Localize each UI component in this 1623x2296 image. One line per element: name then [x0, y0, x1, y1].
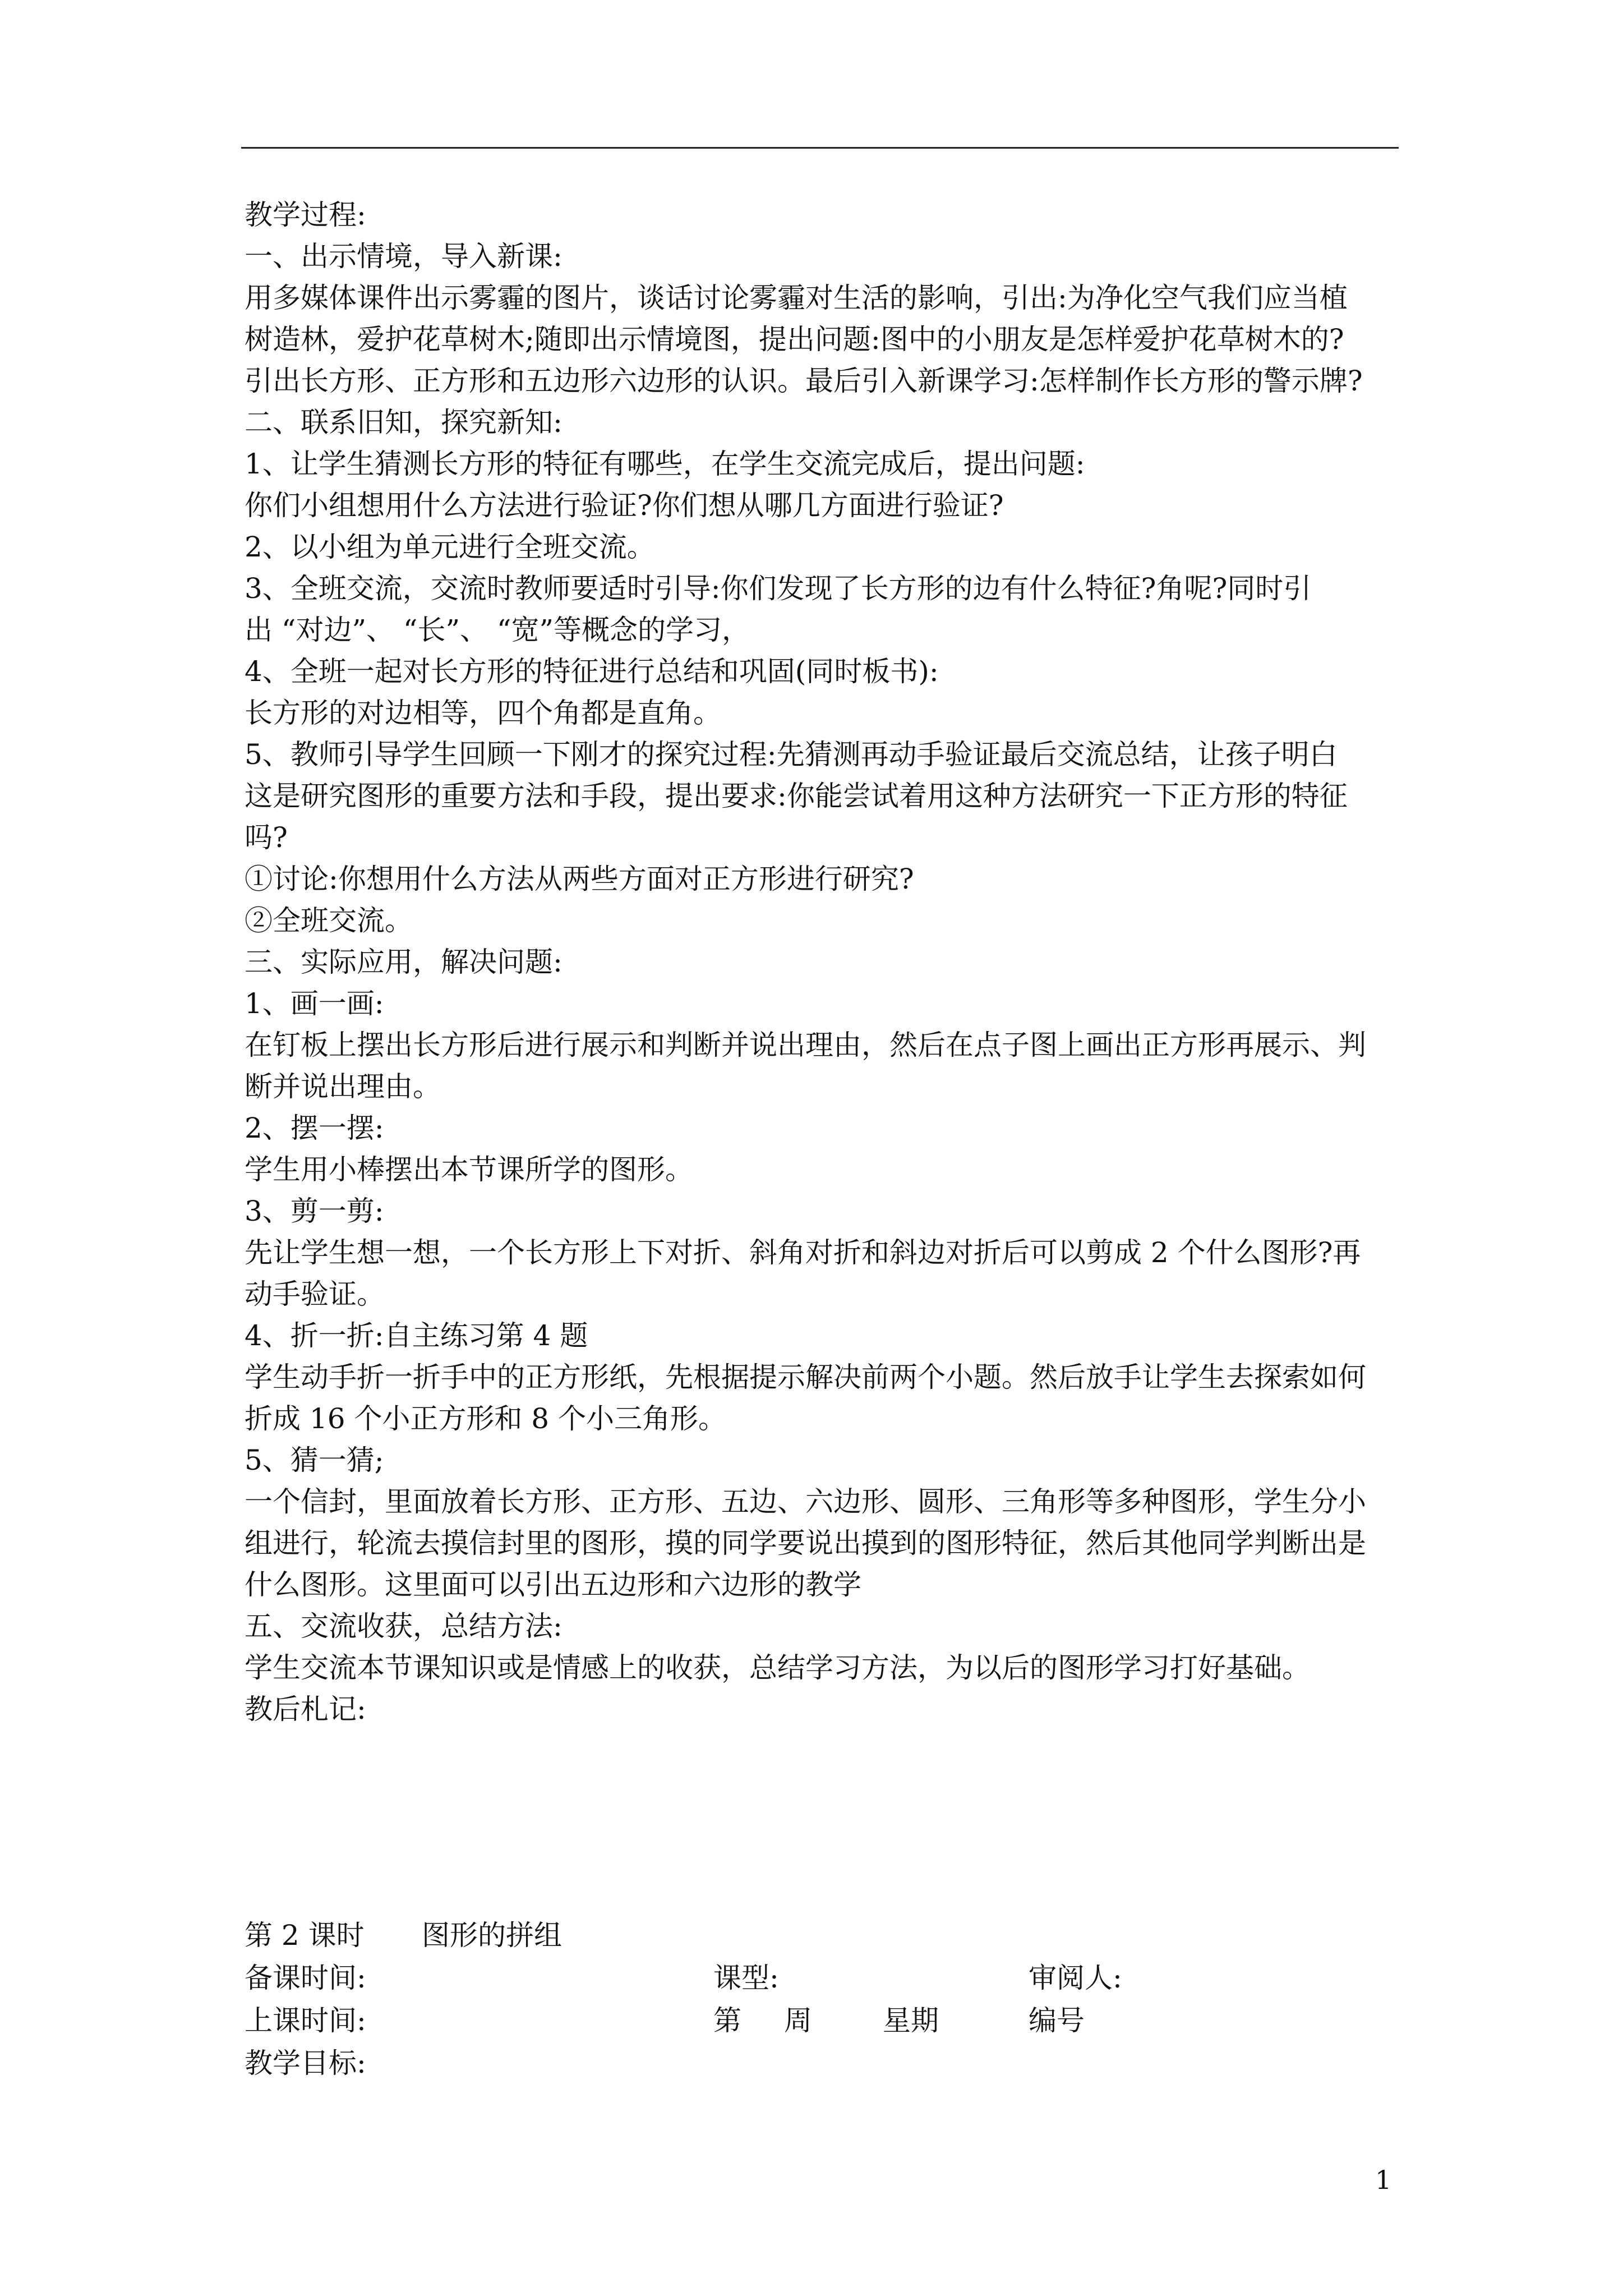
text-line: 1、画一画: [245, 987, 384, 1020]
text-line: 教后札记: [245, 1693, 366, 1726]
text-line: 组进行，轮流去摸信封里的图形，摸的同学要说出摸到的图形特征，然后其他同学判断出是 [245, 1527, 1366, 1559]
lesson-title: 图形的拼组 [422, 1919, 562, 1952]
text-line: 树造林，爱护花草树木;随即出示情境图，提出问题:图中的小朋友是怎样爱护花草树木的? [245, 323, 1344, 356]
text-line: 用多媒体课件出示雾霾的图片，谈话讨论雾霾对生活的影响，引出:为净化空气我们应当植 [245, 282, 1348, 314]
objectives-row [245, 2042, 1389, 2085]
text-line: ①讨论:你想用什么方法从两些方面对正方形进行研究? [245, 863, 914, 895]
page-number: 1 [1375, 2165, 1392, 2195]
text-line: 你们小组想用什么方法进行验证?你们想从哪几方面进行验证? [245, 489, 1004, 522]
text-line: 断并说出理由。 [245, 1070, 441, 1103]
text-line: 吗? [245, 821, 288, 854]
serial-label: 编号 [1029, 2004, 1085, 2037]
text-line: 学生动手折一折手中的正方形纸，先根据提示解决前两个小题。然后放手让学生去探索如何 [245, 1361, 1366, 1393]
text-line: 一、出示情境，导入新课: [245, 240, 562, 273]
text-line: 在钉板上摆出长方形后进行展示和判断并说出理由，然后在点子图上画出正方形再展示、判 [245, 1029, 1366, 1061]
week-prefix: 第 [713, 2004, 741, 2037]
text-line: 5、猜一猜; [245, 1444, 384, 1476]
text-line: 3、全班交流，交流时教师要适时引导:你们发现了长方形的边有什么特征?角呢?同时引 [245, 572, 1312, 605]
prep-time-label: 备课时间: [245, 1962, 366, 1994]
lesson-number: 第 2 课时 [245, 1919, 365, 1952]
lesson-heading-row [245, 1914, 1389, 1957]
header-rule [241, 147, 1399, 149]
text-line: 长方形的对边相等，四个角都是直角。 [245, 697, 721, 729]
lesson-info-block [245, 1914, 1389, 2085]
text-line: 二、联系旧知，探究新知: [245, 406, 562, 439]
class-time-label: 上课时间: [245, 2004, 366, 2037]
text-line: 4、折一折:自主练习第 4 题 [245, 1319, 588, 1352]
document-body [245, 194, 1389, 1730]
prep-info-row [245, 1957, 1389, 1999]
text-line: 1、让学生猜测长方形的特征有哪些，在学生交流完成后，提出问题: [245, 448, 1085, 480]
text-line: 出 “对边”、 “长”、 “宽”等概念的学习， [245, 614, 750, 646]
text-line: 学生用小棒摆出本节课所学的图形。 [245, 1153, 693, 1186]
text-line: 五、交流收获，总结方法: [245, 1610, 562, 1642]
text-line: 什么图形。这里面可以引出五边形和六边形的教学 [245, 1568, 861, 1601]
weekday-label: 星期 [883, 2004, 939, 2037]
week-suffix: 周 [784, 2004, 812, 2037]
text-line: 引出长方形、正方形和五边形六边形的认识。最后引入新课学习:怎样制作长方形的警示牌? [245, 365, 1363, 397]
text-line: ②全班交流。 [245, 904, 413, 937]
reviewer-label: 审阅人: [1029, 1962, 1122, 1994]
text-line: 折成 16 个小正方形和 8 个小三角形。 [245, 1402, 727, 1435]
text-line: 这是研究图形的重要方法和手段，提出要求:你能尝试着用这种方法研究一下正方形的特征 [245, 780, 1348, 812]
text-line: 三、实际应用，解决问题: [245, 946, 562, 978]
text-line: 5、教师引导学生回顾一下刚才的探究过程:先猜测再动手验证最后交流总结，让孩子明白 [245, 738, 1338, 771]
class-info-row [245, 1999, 1389, 2042]
text-line: 2、摆一摆: [245, 1112, 384, 1144]
text-line: 动手验证。 [245, 1278, 385, 1310]
text-line: 教学过程: [245, 199, 366, 231]
objectives-label: 教学目标: [245, 2047, 366, 2079]
text-line: 3、剪一剪: [245, 1195, 384, 1227]
text-line: 2、以小组为单元进行全班交流。 [245, 531, 655, 563]
lesson-type-label: 课型: [713, 1962, 779, 1994]
text-line: 4、全班一起对长方形的特征进行总结和巩固(同时板书): [245, 655, 939, 688]
text-line: 学生交流本节课知识或是情感上的收获，总结学习方法，为以后的图形学习打好基础。 [245, 1651, 1310, 1684]
text-line: 一个信封，里面放着长方形、正方形、五边、六边形、圆形、三角形等多种图形，学生分小 [245, 1485, 1366, 1518]
text-line: 先让学生想一想，一个长方形上下对折、斜角对折和斜边对折后可以剪成 2 个什么图形?再 [245, 1236, 1361, 1269]
